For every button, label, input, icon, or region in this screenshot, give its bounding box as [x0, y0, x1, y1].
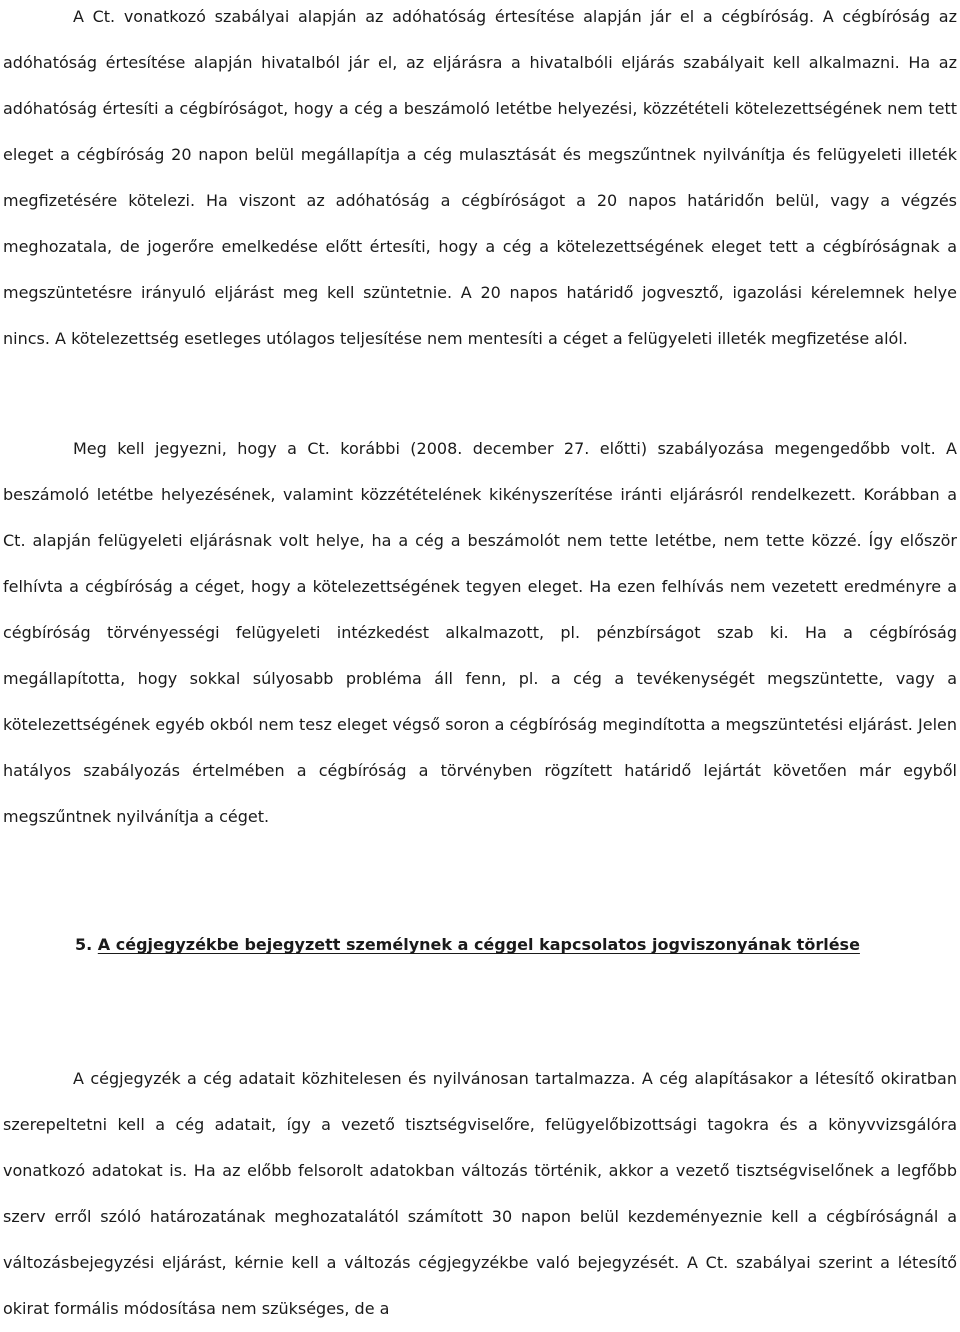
section-title: A cégjegyzékbe bejegyzett személynek a céggel kapcsolatos jogviszonyának törlése: [97, 935, 860, 954]
paragraph-3: A cégjegyzék a cég adatait közhitelesen és nyilvánosan tartalmazza. A cég alapításakor a létesítő okiratban szerepeltetni kell a cég adatait, így a vezető tisztségviselőre, felügyelőbizottsági tagokra és a könyvvizsgálóra vonatkozó adatokat is. Ha az előbb felsorolt adatokban változás történik, akkor a vezető tisztségviselőnek a legfőbb szerv erről szóló határozatának meghozatalától számított 30 napon belül kezdeményeznie kell a cégbíróságnál a változásbejegyzési eljárást, kérnie kell a változás cégjegyzékbe való bejegyzését. A Ct. szabályai szerint a létesítő okirat formális módosítása nem szükséges, de a: [3, 1069, 957, 1318]
paragraph-block-1: [3, 0, 957, 362]
section-number: 5.: [75, 935, 93, 954]
paragraph-block-3: [3, 1056, 957, 1332]
paragraph-1: A Ct. vonatkozó szabályai alapján az adóhatóság értesítése alapján jár el a cégbíróság. A cégbíróság az adóhatóság értesítése alapján hivatalból jár el, az eljárásra a hivatalbóli eljárás szabályait kell alkalmazni. Ha az adóhatóság értesíti a cégbíróságot, hogy a cég a beszámoló letétbe helyezési, közzétételi kötelezettségének nem tett eleget a cégbíróság 20 napon belül megállapítja a cég mulasztását és megszűntnek nyilvánítja és felügyeleti illeték megfizetésére kötelezi. Ha viszont az adóhatóság a cégbíróságot a 20 napos határidőn belül, vagy a végzés meghozatala, de jogerőre emelkedése előtt értesíti, hogy a cég a kötelezettségének eleget tett a cégbíróságnak a megszüntetésre irányuló eljárást meg kell szüntetnie. A 20 napos határidő jogvesztő, igazolási kérelemnek helye nincs. A kötelezettség esetleges utólagos teljesítése nem mentesíti a céget a felügyeleti illeték megfizetése alól.: [3, 7, 957, 348]
paragraph-2: Meg kell jegyezni, hogy a Ct. korábbi (2008. december 27. előtti) szabályozása megengedőbb volt. A beszámoló letétbe helyezésének, valamint közzétételének kikényszerítése iránti eljárásról rendelkezett. Korábban a Ct. alapján felügyeleti eljárásnak volt helye, ha a cég a beszámolót nem tette letétbe, nem tette közzé. Így először felhívta a cégbíróság a céget, hogy a kötelezettségének tegyen eleget. Ha ezen felhívás nem vezetett eredményre a cégbíróság törvényességi felügyeleti intézkedést alkalmazott, pl. pénzbírságot szab ki. Ha a cégbíróság megállapította, hogy sokkal súlyosabb probléma áll fenn, pl. a cég a tevékenységét megszüntette, vagy a kötelezettségének egyéb okból nem tesz eleget végső soron a cégbíróság megindította a megszüntetési eljárást. Jelen hatályos szabályozás értelmében a cégbíróság a törvényben rögzített határidő lejártát követően már egyből megszűntnek nyilvánítja a céget.: [3, 439, 957, 826]
paragraph-block-2: [3, 426, 957, 840]
section-heading: [75, 930, 860, 960]
